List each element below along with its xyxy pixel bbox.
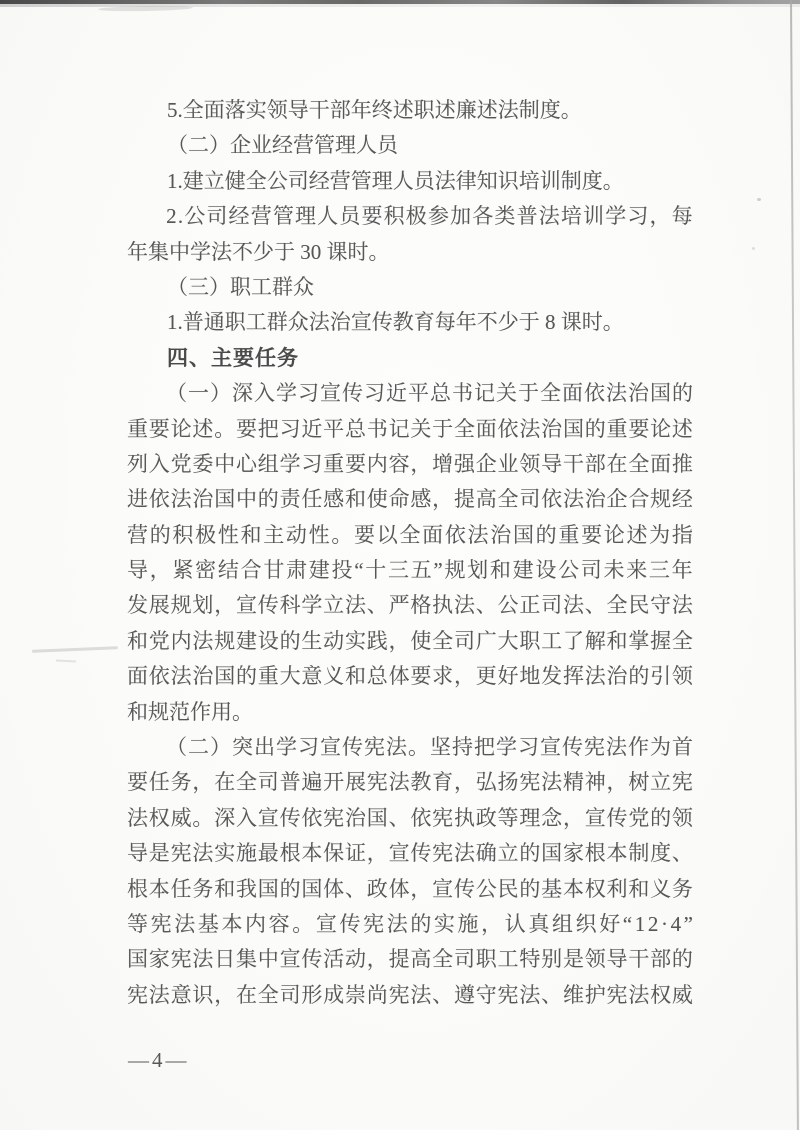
text-line: 等 宪 法 基 本 内 容 。 宣 传 宪 法 的 实 施 ， 认 真 组 织 好 “ 1 2 · 4 ” [127,911,693,936]
text-line: （二）企业经营管理人员 [167,133,398,158]
scan-artifact-speck [757,198,761,201]
text-line: 进 依 法 治 国 中 的 责 任 感 和 使 命 感 ， 提 高 全 司 依 法 治 企 合 规 经 [127,487,693,512]
text-line: 1.普通职工群众法治宣传教育每年不少于 8 课时。 [167,310,624,335]
scan-artifact-left-smudge [32,646,118,653]
text-line: 5.全面落实领导干部年终述职述廉述法制度。 [167,98,582,122]
text-line: 1.建立健全公司经营管理人员法律知识培训制度。 [167,168,624,193]
text-line: 重 要 论 述 。 要 把 习 近 平 总 书 记 关 于 全 面 依 法 治 国 的 重 要 论 述 [127,416,693,441]
scan-artifact-left-smudge [56,659,76,662]
text-line: （ 二 ） 突 出 学 习 宣 传 宪 法 。 坚 持 把 学 习 宣 传 宪 法 作 为 首 [166,735,693,760]
text-line: （三）职工群众 [167,274,314,299]
text-line: 和 党 内 法 规 建 设 的 生 动 实 践 ， 使 全 司 广 大 职 工 了 解 和 掌 握 全 [127,628,693,653]
document-body [127,93,693,1013]
text-line: 列 入 党 委 中 心 组 学 习 重 要 内 容 ， 增 强 企 业 领 导 干 部 在 全 面 推 [127,451,693,476]
text-line: 宪 法 意 识 ， 在 全 司 形 成 崇 尚 宪 法 、 遵 守 宪 法 、 维 护 宪 法 权 威 [127,982,693,1007]
text-line: 和规范作用。 [127,699,253,724]
page-number: —4— [128,1048,190,1072]
text-line: 面 依 法 治 国 的 重 大 意 义 和 总 体 要 求 ， 更 好 地 发 挥 法 治 的 引 领 [127,664,693,689]
text-line: 国 家 宪 法 日 集 中 宣 传 活 动 ， 提 高 全 司 职 工 特 别 是 领 导 干 部 的 [127,947,693,972]
text-line: 发 展 规 划 ， 宣 传 科 学 立 法 、 严 格 执 法 、 公 正 司 法 、 全 民 守 法 [127,593,693,618]
text-line: （ 一 ） 深 入 学 习 宣 传 习 近 平 总 书 记 关 于 全 面 依 法 治 国 的 [166,381,693,406]
text-line: 要 任 务 ， 在 全 司 普 遍 开 展 宪 法 教 育 ， 弘 扬 宪 法 精 神 ， 树 立 宪 [127,770,693,795]
scan-artifact-right-page-edge [790,0,799,1130]
text-line: 法 权 威 。 深 入 宣 传 依 宪 治 国 、 依 宪 执 政 等 理 念 ， 宣 传 党 的 领 [127,805,693,830]
text-line: 导 ， 紧 密 结 合 甘 肃 建 投 “ 十 三 五 ” 规 划 和 建 设 公 司 未 来 三 年 [127,558,693,583]
text-line: 四、主要任务 [167,346,299,370]
text-line: 2 . 公 司 经 营 管 理 人 员 要 积 极 参 加 各 类 普 法 培 训 学 习 ， 每 [166,204,693,229]
text-line: 营 的 积 极 性 和 主 动 性 。 要 以 全 面 依 法 治 国 的 重 要 论 述 为 指 [127,522,693,547]
text-line: 导 是 宪 法 实 施 最 根 本 保 证 ， 宣 传 宪 法 确 立 的 国 家 根 本 制 度 、 [127,841,693,866]
text-line: 年集中学法不少于 30 课时。 [127,239,390,264]
text-line: 根 本 任 务 和 我 国 的 国 体 、 政 体 ， 宣 传 公 民 的 基 本 权 利 和 义 务 [127,876,693,901]
scan-artifact-speck [752,247,755,250]
